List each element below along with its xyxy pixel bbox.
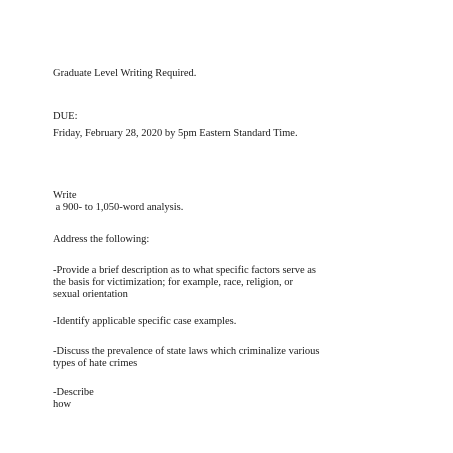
bullet-state-laws-line-2: types of hate crimes <box>53 358 138 369</box>
write-label: Write <box>53 190 77 201</box>
bullet-factors-line-3: sexual orientation <box>53 289 128 300</box>
word-count-requirement: a 900- to 1,050-word analysis. <box>53 202 184 213</box>
writing-requirement: Graduate Level Writing Required. <box>53 68 197 79</box>
bullet-describe-line-1: -Describe <box>53 387 94 398</box>
bullet-case-examples: -Identify applicable specific case examples. <box>53 316 237 327</box>
due-label: DUE: <box>53 111 78 122</box>
due-date: Friday, February 28, 2020 by 5pm Eastern Standard Time. <box>53 128 298 139</box>
bullet-factors-line-1: -Provide a brief description as to what specific factors serve as <box>53 265 316 276</box>
bullet-factors-line-2: the basis for victimization; for example, race, religion, or <box>53 277 293 288</box>
bullet-state-laws-line-1: -Discuss the prevalence of state laws which criminalize various <box>53 346 320 357</box>
bullet-describe-line-2: how <box>53 399 72 410</box>
address-heading: Address the following: <box>53 234 150 245</box>
